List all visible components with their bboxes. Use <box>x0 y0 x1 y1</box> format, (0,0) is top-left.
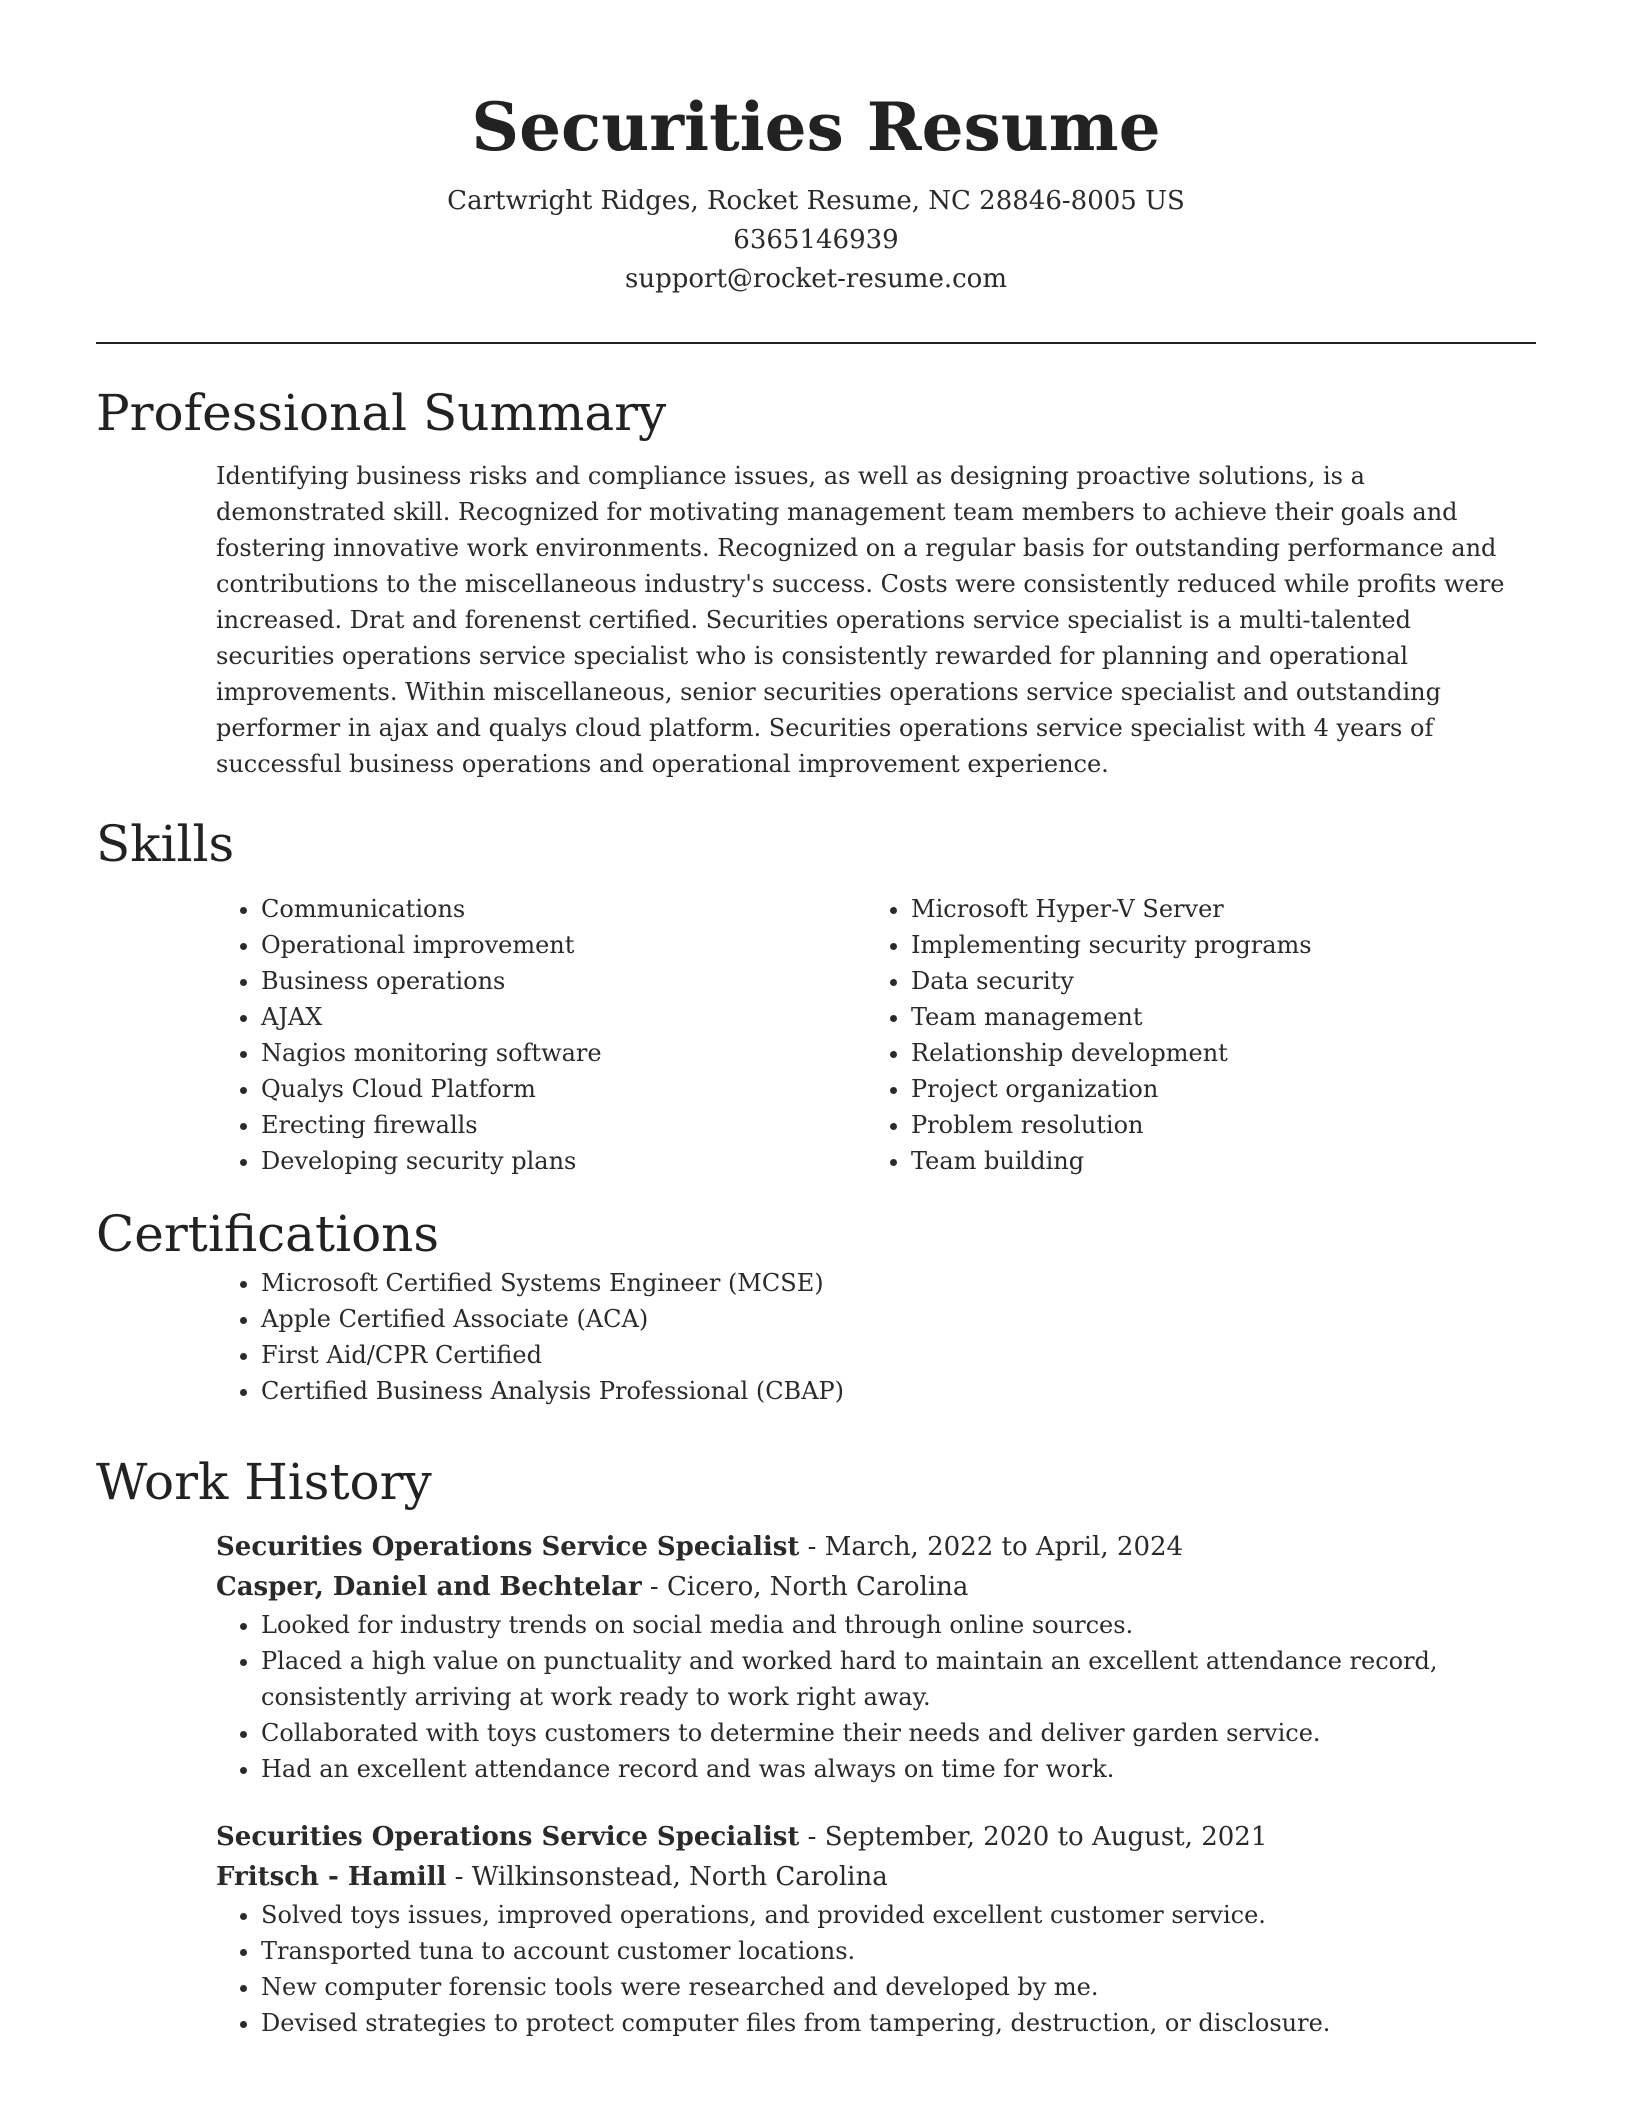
skill-item: • Relationship development <box>911 1035 1516 1071</box>
summary-heading: Professional Summary <box>96 384 667 442</box>
job-bullet: • Solved toys issues, improved operations, and provided excellent customer service. <box>261 1897 1581 1933</box>
dash-separator: - <box>799 1822 825 1852</box>
skills-grid <box>216 891 1536 1179</box>
certifications-section <box>96 1203 1536 1409</box>
skill-item: • Erecting firewalls <box>261 1107 866 1143</box>
job-dates: March, 2022 to April, 2024 <box>824 1532 1184 1562</box>
skill-item: • Communications <box>261 891 866 927</box>
work-history-body <box>216 1527 1536 2041</box>
certification-item: • Certified Business Analysis Professional (CBAP) <box>261 1373 1536 1409</box>
job-bullet: • Had an excellent attendance record and was always on time for work. <box>261 1751 1581 1787</box>
skill-item: • Project organization <box>911 1071 1516 1107</box>
skill-item: • Operational improvement <box>261 927 866 963</box>
dash-separator: - <box>446 1862 472 1892</box>
skill-item: • Qualys Cloud Platform <box>261 1071 866 1107</box>
job-entry <box>216 1527 1536 1787</box>
certification-item: • Microsoft Certified Systems Engineer (MCSE) <box>261 1265 1536 1301</box>
header-divider <box>96 342 1536 344</box>
job-entry <box>216 1817 1536 2041</box>
dash-separator: - <box>641 1572 667 1602</box>
skills-body <box>216 891 1536 1179</box>
contact-block <box>96 182 1536 299</box>
certification-item: • First Aid/CPR Certified <box>261 1337 1536 1373</box>
job-bullet: • Transported tuna to account customer locations. <box>261 1933 1581 1969</box>
summary-body <box>216 458 1536 782</box>
skill-item: • AJAX <box>261 999 866 1035</box>
skill-item: • Problem resolution <box>911 1107 1516 1143</box>
skill-item: • Nagios monitoring software <box>261 1035 866 1071</box>
job-title: Securities Operations Service Specialist <box>216 1532 800 1562</box>
job-company: Fritsch - Hamill <box>216 1862 447 1892</box>
skill-item: • Developing security plans <box>261 1143 866 1179</box>
phone: 6365146939 <box>733 225 899 255</box>
certifications-body <box>216 1265 1536 1409</box>
email: support@rocket-resume.com <box>624 264 1007 294</box>
job-location: Wilkinsonstead, North Carolina <box>471 1862 888 1892</box>
skills-column-left <box>216 891 866 1179</box>
skills-section <box>96 813 1536 1179</box>
work-history-section <box>96 1451 1536 2041</box>
address: Cartwright Ridges, Rocket Resume, NC 28846-8005 US <box>447 186 1185 216</box>
job-location: Cicero, North Carolina <box>667 1572 969 1602</box>
summary-text: Identifying business risks and compliance issues, as well as designing proactive solutions, is a demonstrated skill. Recognized for motivating management team members to achieve their goals and fostering innovative work environments. Recognized on a regular basis for outstanding performance and contributions to the miscellaneous industry's success. Costs were consistently reduced while profits were increased. Drat and forenenst certified. Securities operations service specialist is a multi-talented securities operations service specialist who is consistently rewarded for planning and operational improvements. Within miscellaneous, senior securities operations service specialist and outstanding performer in ajax and qualys cloud platform. Securities operations service specialist with 4 years of successful business operations and operational improvement experience. <box>216 462 1505 778</box>
skill-item: • Data security <box>911 963 1516 999</box>
skill-item: • Team management <box>911 999 1516 1035</box>
job-dates: September, 2020 to August, 2021 <box>824 1822 1268 1852</box>
skill-item: • Team building <box>911 1143 1516 1179</box>
skills-heading: Skills <box>96 815 235 873</box>
job-company-line <box>216 1857 1536 1897</box>
resume-title: Securities Resume <box>471 88 1161 166</box>
job-bullet: • Collaborated with toys customers to determine their needs and deliver garden service. <box>261 1715 1581 1751</box>
job-bullet: • Placed a high value on punctuality and worked hard to maintain an excellent attendance record, consistently arriving at work ready to work right away. <box>261 1643 1581 1715</box>
job-title: Securities Operations Service Specialist <box>216 1822 800 1852</box>
job-bullet: • Devised strategies to protect computer files from tampering, destruction, or disclosure. <box>261 2005 1581 2041</box>
job-company: Casper, Daniel and Bechtelar <box>216 1572 642 1602</box>
job-company-line <box>216 1567 1536 1607</box>
certification-item: • Apple Certified Associate (ACA) <box>261 1301 1536 1337</box>
skill-item: • Microsoft Hyper-V Server <box>911 891 1516 927</box>
work-history-heading: Work History <box>96 1453 432 1511</box>
summary-section <box>96 382 1536 782</box>
certifications-heading: Certifications <box>96 1205 440 1263</box>
job-bullet: • Looked for industry trends on social media and through online sources. <box>261 1607 1581 1643</box>
skill-item: • Business operations <box>261 963 866 999</box>
resume-header <box>96 82 1536 299</box>
job-bullet: • New computer forensic tools were researched and developed by me. <box>261 1969 1581 2005</box>
job-title-line <box>216 1817 1536 1857</box>
skills-column-right <box>866 891 1516 1179</box>
skill-item: • Implementing security programs <box>911 927 1516 963</box>
dash-separator: - <box>799 1532 825 1562</box>
job-title-line <box>216 1527 1536 1567</box>
